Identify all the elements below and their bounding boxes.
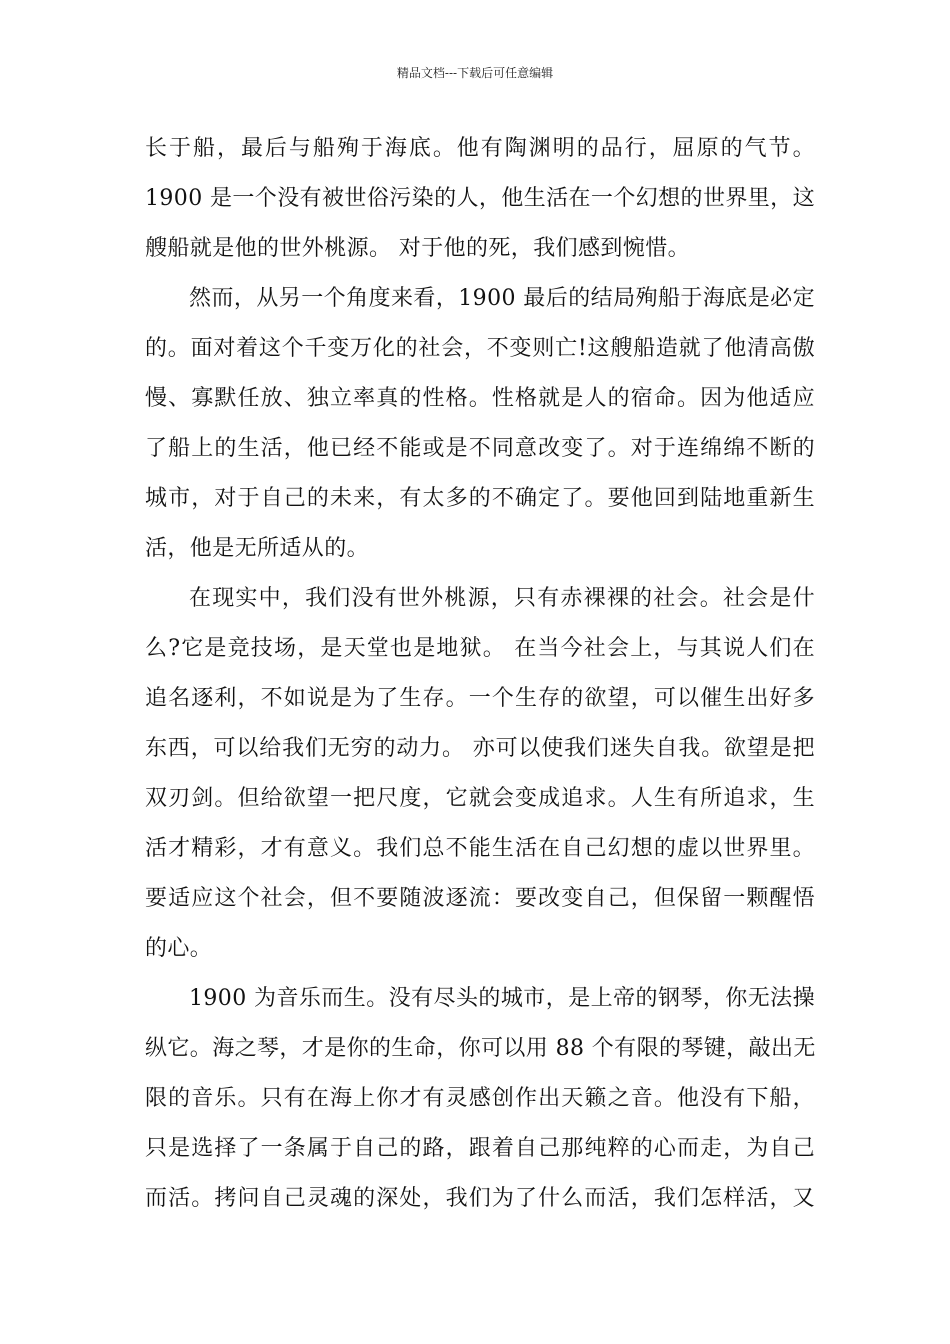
page-header: 精品文档---下载后可任意编辑 [396,66,554,80]
text-line: 么?它是竞技场，是天堂也是地狱。 在当今社会上，与其说人们在 [145,636,815,661]
text-line: 了船上的生活，他已经不能或是不同意改变了。对于连绵绵不断的 [145,436,815,461]
text-line: 活才精彩，才有意义。我们总不能生活在自己幻想的虚以世界里。 [145,836,815,861]
text-line: 而活。拷问自己灵魂的深处，我们为了什么而活，我们怎样活，又 [145,1186,815,1211]
document-body [145,124,815,1224]
text-line: 东西，可以给我们无穷的动力。 亦可以使我们迷失自我。欲望是把 [145,736,815,761]
text-line: 1900 是一个没有被世俗污染的人，他生活在一个幻想的世界里，这 [145,186,815,211]
text-line: 然而，从另一个角度来看，1900 最后的结局殉船于海底是必定 [189,286,815,311]
text-line: 慢、寡默任放、独立率真的性格。性格就是人的宿命。因为他适应 [145,386,815,411]
text-line: 追名逐利，不如说是为了生存。一个生存的欲望，可以催生出好多 [145,686,815,711]
text-line: 纵它。海之琴，才是你的生命，你可以用 88 个有限的琴键，敲出无 [145,1036,816,1061]
text-line: 的。面对着这个千变万化的社会，不变则亡!这艘船造就了他清高傲 [145,336,815,361]
text-line: 活，他是无所适从的。 [145,536,370,561]
text-line: 的心。 [145,936,213,961]
text-line: 1900 为音乐而生。没有尽头的城市，是上帝的钢琴，你无法操 [189,986,815,1011]
text-line: 在现实中，我们没有世外桃源，只有赤裸裸的社会。社会是什 [189,586,815,611]
text-line: 只是选择了一条属于自己的路，跟着自己那纯粹的心而走，为自己 [145,1136,815,1161]
text-line: 艘船就是他的世外桃源。 对于他的死，我们感到惋惜。 [145,236,690,261]
text-line: 城市，对于自己的未来，有太多的不确定了。要他回到陆地重新生 [145,486,815,511]
text-line: 双刃剑。但给欲望一把尺度，它就会变成追求。人生有所追求，生 [145,786,815,811]
text-line: 长于船，最后与船殉于海底。他有陶渊明的品行，屈原的气节。 [145,136,815,161]
text-line: 限的音乐。只有在海上你才有灵感创作出天籁之音。他没有下船， [145,1086,815,1111]
text-line: 要适应这个社会，但不要随波逐流：要改变自己，但保留一颗醒悟 [145,886,815,911]
